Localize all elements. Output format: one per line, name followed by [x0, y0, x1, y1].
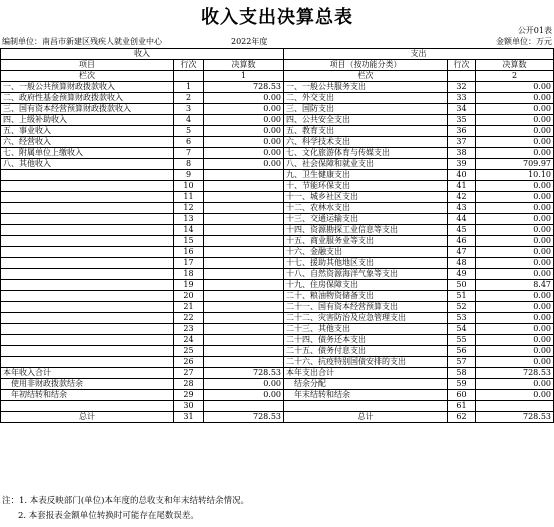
report-year: 2022年度 [231, 37, 268, 46]
income-line-cell: 31 [174, 412, 204, 423]
income-line-cell: 9 [174, 170, 204, 181]
income-amount-cell [204, 225, 284, 236]
column-index-row [1, 71, 554, 82]
income-amount-cell: 0.00 [204, 379, 284, 390]
expense-item-cell: 二、外交支出 [284, 93, 448, 104]
expense-amount-cell: 0.00 [476, 115, 554, 126]
expense-item-cell: 二十五、债务付息支出 [284, 346, 448, 357]
income-item-cell [1, 302, 174, 313]
expense-amount-cell: 0.00 [476, 291, 554, 302]
expense-item-header: 项目（按功能分类） [284, 60, 448, 71]
income-line-cell: 12 [174, 203, 204, 214]
income-line-cell: 1 [174, 82, 204, 93]
income-line-cell: 16 [174, 247, 204, 258]
income-amount-cell [204, 346, 284, 357]
income-line-cell: 30 [174, 401, 204, 412]
income-item-cell: 使用非财政拨款结余 [1, 379, 174, 390]
table-row [1, 192, 554, 203]
income-item-cell [1, 313, 174, 324]
income-line-cell: 19 [174, 280, 204, 291]
income-line-cell: 18 [174, 269, 204, 280]
expense-amount-cell: 0.00 [476, 379, 554, 390]
income-item-cell [1, 335, 174, 346]
table-row [1, 357, 554, 368]
table-row [1, 115, 554, 126]
expense-line-cell: 46 [448, 236, 476, 247]
expense-amount-cell: 0.00 [476, 148, 554, 159]
income-amount-cell [204, 302, 284, 313]
expense-line-cell: 50 [448, 280, 476, 291]
expense-item-cell: 十二、农林水支出 [284, 203, 448, 214]
expense-lanci-blank [448, 71, 476, 82]
income-item-cell: 三、国有资本经营预算财政拨款收入 [1, 104, 174, 115]
expense-line-cell: 55 [448, 335, 476, 346]
table-row [1, 225, 554, 236]
income-line-cell: 11 [174, 192, 204, 203]
unit-label: 编制单位：南昌市新建区残疾人就业创业中心 [2, 37, 162, 46]
income-amount-cell [204, 258, 284, 269]
expense-line-cell: 36 [448, 126, 476, 137]
expense-lanci: 栏次 [284, 71, 448, 82]
income-amount-cell [204, 214, 284, 225]
expense-line-cell: 41 [448, 181, 476, 192]
income-amount-cell: 0.00 [204, 126, 284, 137]
income-amount-cell: 0.00 [204, 159, 284, 170]
expense-item-cell: 四、公共安全支出 [284, 115, 448, 126]
expense-item-cell: 二十一、国有资本经营预算支出 [284, 302, 448, 313]
income-item-cell [1, 170, 174, 181]
expense-item-cell: 结余分配 [284, 379, 448, 390]
income-line-cell: 24 [174, 335, 204, 346]
expense-line-cell: 57 [448, 357, 476, 368]
expense-line-cell: 43 [448, 203, 476, 214]
income-line-cell: 7 [174, 148, 204, 159]
table-row [1, 379, 554, 390]
currency-unit: 金额单位：万元 [496, 37, 552, 46]
income-item-cell [1, 181, 174, 192]
expense-item-cell: 十七、援助其他地区支出 [284, 258, 448, 269]
income-item-cell [1, 291, 174, 302]
expense-amount-cell: 10.10 [476, 170, 554, 181]
income-amount-cell [204, 291, 284, 302]
expense-amount-cell: 728.53 [476, 368, 554, 379]
expense-line-cell: 33 [448, 93, 476, 104]
income-line-cell: 27 [174, 368, 204, 379]
expense-item-cell [284, 401, 448, 412]
expense-col-number: 2 [476, 71, 554, 82]
expense-line-cell: 32 [448, 82, 476, 93]
income-line-cell: 15 [174, 236, 204, 247]
expense-item-cell: 九、卫生健康支出 [284, 170, 448, 181]
income-amount-cell [204, 247, 284, 258]
table-row [1, 291, 554, 302]
income-item-cell: 五、事业收入 [1, 126, 174, 137]
expense-item-cell: 十三、交通运输支出 [284, 214, 448, 225]
income-item-cell: 一、一般公共预算财政拨款收入 [1, 82, 174, 93]
income-item-cell [1, 357, 174, 368]
income-item-cell: 本年收入合计 [1, 368, 174, 379]
income-item-cell: 八、其他收入 [1, 159, 174, 170]
table-row [1, 280, 554, 291]
income-item-cell: 总计 [1, 412, 174, 423]
expense-header: 支出 [284, 49, 554, 60]
income-line-cell: 13 [174, 214, 204, 225]
table-row [1, 401, 554, 412]
income-item-cell [1, 401, 174, 412]
income-item-cell [1, 269, 174, 280]
expense-line-cell: 45 [448, 225, 476, 236]
expense-item-cell: 三、国防支出 [284, 104, 448, 115]
table-row [1, 412, 554, 423]
expense-line-cell: 49 [448, 269, 476, 280]
income-amount-cell [204, 236, 284, 247]
expense-amount-cell: 8.47 [476, 280, 554, 291]
income-amount-cell: 728.53 [204, 82, 284, 93]
expense-item-cell: 六、科学技术支出 [284, 137, 448, 148]
income-item-cell: 六、经营收入 [1, 137, 174, 148]
expense-line-cell: 61 [448, 401, 476, 412]
income-item-cell: 年初结转和结余 [1, 390, 174, 401]
expense-line-cell: 53 [448, 313, 476, 324]
table-row [1, 302, 554, 313]
income-line-cell: 26 [174, 357, 204, 368]
table-row [1, 313, 554, 324]
income-amount-cell [204, 181, 284, 192]
expense-amount-cell: 0.00 [476, 313, 554, 324]
expense-line-cell: 48 [448, 258, 476, 269]
expense-item-cell: 十、节能环保支出 [284, 181, 448, 192]
expense-amount-cell: 0.00 [476, 225, 554, 236]
income-item-cell [1, 192, 174, 203]
table-row [1, 159, 554, 170]
expense-item-cell: 二十四、债务还本支出 [284, 335, 448, 346]
income-item-header: 项目 [1, 60, 174, 71]
income-line-cell: 21 [174, 302, 204, 313]
expense-item-cell: 二十二、灾害防治及应急管理支出 [284, 313, 448, 324]
expense-line-cell: 44 [448, 214, 476, 225]
income-line-cell: 29 [174, 390, 204, 401]
expense-line-cell: 52 [448, 302, 476, 313]
income-item-cell [1, 324, 174, 335]
summary-table [0, 48, 554, 423]
table-row [1, 148, 554, 159]
table-row [1, 269, 554, 280]
expense-amount-cell: 0.00 [476, 181, 554, 192]
table-row [1, 247, 554, 258]
table-row [1, 203, 554, 214]
expense-item-cell: 二十、粮油物资储备支出 [284, 291, 448, 302]
income-amount-cell: 728.53 [204, 368, 284, 379]
income-line-cell: 14 [174, 225, 204, 236]
table-row [1, 170, 554, 181]
expense-amount-cell: 0.00 [476, 203, 554, 214]
footnote-1: 注：1. 本表反映部门(单位)本年度的总收支和年末结转结余情况。 [2, 496, 249, 506]
expense-item-cell: 十四、资源勘探工业信息等支出 [284, 225, 448, 236]
table-row [1, 82, 554, 93]
income-line-cell: 25 [174, 346, 204, 357]
income-item-cell [1, 225, 174, 236]
expense-line-cell: 56 [448, 346, 476, 357]
expense-item-cell: 八、社会保障和就业支出 [284, 159, 448, 170]
expense-amount-cell: 0.00 [476, 335, 554, 346]
income-amount-cell [204, 401, 284, 412]
income-amount-cell [204, 192, 284, 203]
income-line-cell: 23 [174, 324, 204, 335]
expense-line-cell: 47 [448, 247, 476, 258]
expense-item-cell: 一、一般公共服务支出 [284, 82, 448, 93]
expense-line-cell: 35 [448, 115, 476, 126]
income-line-cell: 22 [174, 313, 204, 324]
expense-line-cell: 60 [448, 390, 476, 401]
income-amount-cell [204, 335, 284, 346]
expense-line-cell: 54 [448, 324, 476, 335]
income-amount-cell [204, 170, 284, 181]
income-amount-cell [204, 203, 284, 214]
expense-amount-cell: 0.00 [476, 82, 554, 93]
income-amount-cell [204, 313, 284, 324]
expense-amount-cell: 0.00 [476, 137, 554, 148]
income-line-cell: 8 [174, 159, 204, 170]
expense-amount-cell: 709.97 [476, 159, 554, 170]
income-amount-cell [204, 280, 284, 291]
income-lanci-blank [174, 71, 204, 82]
income-amount-cell: 0.00 [204, 104, 284, 115]
expense-amount-cell: 0.00 [476, 236, 554, 247]
expense-item-cell: 七、文化旅游体育与传媒支出 [284, 148, 448, 159]
income-amount-cell: 728.53 [204, 412, 284, 423]
income-item-cell: 二、政府性基金预算财政拨款收入 [1, 93, 174, 104]
report-title: 收入支出决算总表 [201, 7, 353, 28]
expense-item-cell: 二十六、抗疫特别国债安排的支出 [284, 357, 448, 368]
income-item-cell [1, 214, 174, 225]
income-line-cell: 20 [174, 291, 204, 302]
expense-item-cell: 十五、商业服务业等支出 [284, 236, 448, 247]
income-line-cell: 17 [174, 258, 204, 269]
income-col-number: 1 [204, 71, 284, 82]
footnote-2: 2. 本套报表金额单位转换时可能存在尾数误差。 [18, 511, 199, 521]
income-amount-cell [204, 324, 284, 335]
income-line-cell: 2 [174, 93, 204, 104]
expense-item-cell: 十八、自然资源海洋气象等支出 [284, 269, 448, 280]
income-header: 收入 [1, 49, 284, 60]
expense-amount-cell: 728.53 [476, 412, 554, 423]
table-row [1, 368, 554, 379]
income-item-cell [1, 203, 174, 214]
income-item-cell: 七、附属单位上缴收入 [1, 148, 174, 159]
income-item-cell [1, 280, 174, 291]
expense-amount-cell: 0.00 [476, 258, 554, 269]
expense-amount-cell: 0.00 [476, 302, 554, 313]
expense-line-header: 行次 [448, 60, 476, 71]
expense-line-cell: 39 [448, 159, 476, 170]
expense-item-cell: 十六、金融支出 [284, 247, 448, 258]
expense-item-cell: 年末结转和结余 [284, 390, 448, 401]
expense-line-cell: 58 [448, 368, 476, 379]
table-row [1, 137, 554, 148]
expense-item-cell: 十九、住房保障支出 [284, 280, 448, 291]
expense-line-cell: 40 [448, 170, 476, 181]
income-amount-cell: 0.00 [204, 148, 284, 159]
table-row [1, 324, 554, 335]
form-code: 公开01表 [517, 26, 552, 35]
expense-line-cell: 34 [448, 104, 476, 115]
expense-amount-cell: 0.00 [476, 247, 554, 258]
table-row [1, 390, 554, 401]
section-header-row [1, 49, 554, 60]
table-row [1, 181, 554, 192]
table-row [1, 214, 554, 225]
expense-line-cell: 62 [448, 412, 476, 423]
expense-line-cell: 59 [448, 379, 476, 390]
income-line-header: 行次 [174, 60, 204, 71]
table-row [1, 104, 554, 115]
income-item-cell [1, 247, 174, 258]
expense-item-cell: 本年支出合计 [284, 368, 448, 379]
expense-amount-cell: 0.00 [476, 93, 554, 104]
table-body [1, 49, 554, 423]
income-lanci: 栏次 [1, 71, 174, 82]
table-row [1, 126, 554, 137]
table-row [1, 346, 554, 357]
table-row [1, 93, 554, 104]
expense-line-cell: 51 [448, 291, 476, 302]
table-row [1, 258, 554, 269]
income-amount-cell: 0.00 [204, 137, 284, 148]
expense-amount-cell: 0.00 [476, 126, 554, 137]
income-amount-cell [204, 357, 284, 368]
income-amount-cell: 0.00 [204, 390, 284, 401]
expense-amount-cell: 0.00 [476, 104, 554, 115]
income-item-cell [1, 236, 174, 247]
expense-item-cell: 十一、城乡社区支出 [284, 192, 448, 203]
income-line-cell: 4 [174, 115, 204, 126]
income-amount-header: 决算数 [204, 60, 284, 71]
expense-line-cell: 37 [448, 137, 476, 148]
expense-amount-cell: 0.00 [476, 214, 554, 225]
expense-amount-header: 决算数 [476, 60, 554, 71]
expense-amount-cell: 0.00 [476, 346, 554, 357]
income-item-cell [1, 346, 174, 357]
income-amount-cell [204, 269, 284, 280]
income-amount-cell: 0.00 [204, 93, 284, 104]
expense-amount-cell: 0.00 [476, 357, 554, 368]
table-row [1, 335, 554, 346]
expense-item-cell: 五、教育支出 [284, 126, 448, 137]
column-header-row [1, 60, 554, 71]
income-line-cell: 3 [174, 104, 204, 115]
income-line-cell: 28 [174, 379, 204, 390]
expense-line-cell: 38 [448, 148, 476, 159]
income-line-cell: 6 [174, 137, 204, 148]
expense-amount-cell [476, 401, 554, 412]
expense-line-cell: 42 [448, 192, 476, 203]
expense-item-cell: 总计 [284, 412, 448, 423]
income-amount-cell: 0.00 [204, 115, 284, 126]
income-line-cell: 10 [174, 181, 204, 192]
income-item-cell: 四、上级补助收入 [1, 115, 174, 126]
expense-amount-cell: 0.00 [476, 390, 554, 401]
expense-amount-cell: 0.00 [476, 324, 554, 335]
table-row [1, 236, 554, 247]
expense-amount-cell: 0.00 [476, 192, 554, 203]
income-item-cell [1, 258, 174, 269]
expense-amount-cell: 0.00 [476, 269, 554, 280]
expense-item-cell: 二十三、其他支出 [284, 324, 448, 335]
income-line-cell: 5 [174, 126, 204, 137]
